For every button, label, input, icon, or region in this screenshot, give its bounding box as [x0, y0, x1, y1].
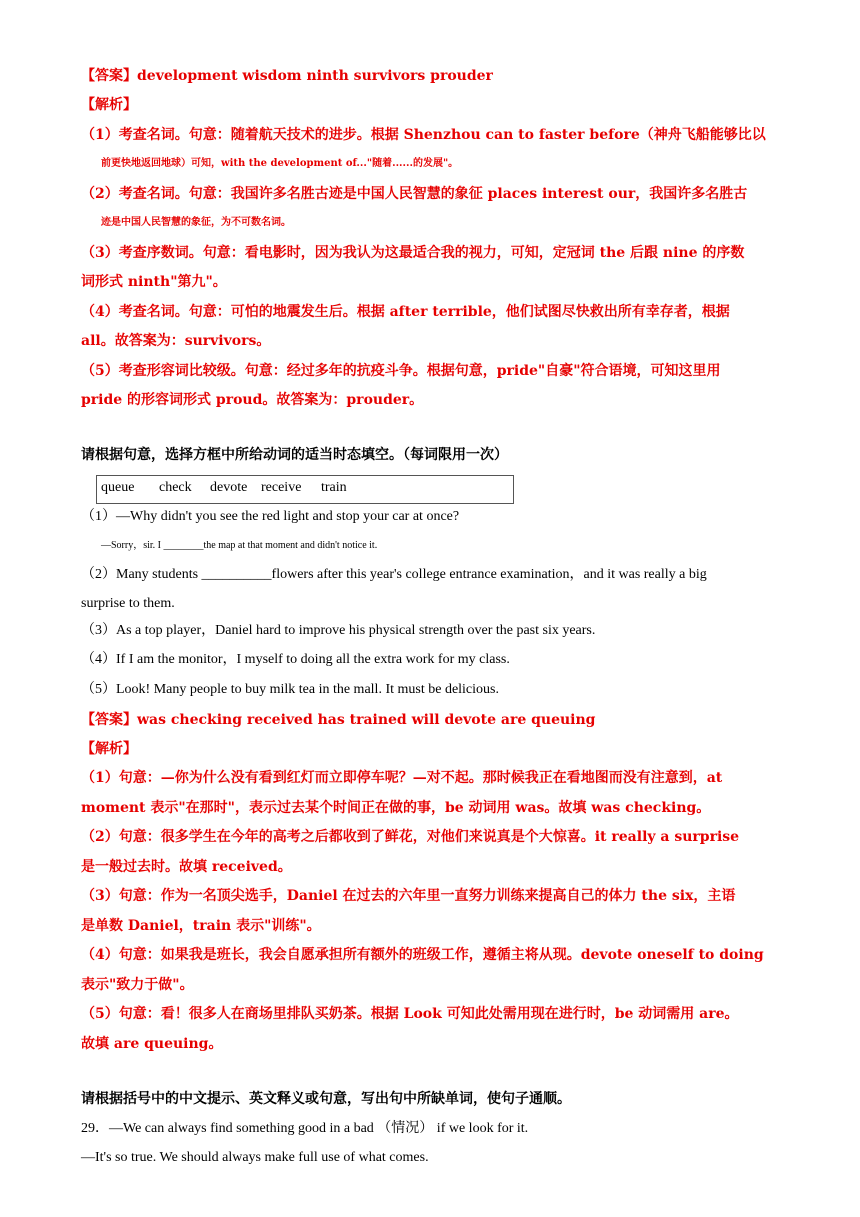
- question-4: （4）If I am the monitor，I myself to doing all the extra work for my class.: [81, 652, 510, 667]
- word-box-item: check: [159, 480, 192, 495]
- analysis-item: 是单数 Daniel，train 表示"训练"。: [81, 918, 321, 934]
- word-box-item: receive: [261, 480, 302, 495]
- analysis-item: （4）句意：如果我是班长，我会自愿承担所有额外的班级工作，遵循主将从现。devote oneself to doing: [81, 947, 764, 963]
- analysis-item: （3）考查序数词。句意：看电影时，因为我认为这最适合我的视力，可知，定冠词 the 后跟 nine 的序数: [81, 245, 745, 261]
- analysis-item: （1）句意：—你为什么没有看到红灯而立即停车呢？—对不起。那时候我正在看地图而没有注意到，at: [81, 770, 723, 786]
- question-29-reply: —It's so true. We should always make full use of what comes.: [81, 1150, 429, 1165]
- word-box-item: devote: [210, 480, 248, 495]
- question-29: 29．—We can always find something good in a bad （情况） if we look for it.: [81, 1121, 529, 1136]
- question-3: （3）As a top player，Daniel hard to improve his physical strength over the past six years.: [81, 623, 596, 638]
- analysis-item: 表示"致力于做"。: [81, 977, 194, 993]
- analysis-item: 前更快地返回地球）可知，with the development of..."随着......的发展"。: [101, 158, 459, 169]
- analysis-item: （3）句意：作为一名顶尖选手，Daniel 在过去的六年里一直努力训练来提高自己的体力 the six，主语: [81, 888, 736, 904]
- question-1-reply: —Sorry，sir. I ________the map at that moment and didn't notice it.: [101, 540, 378, 551]
- answer-line-1: 【答案】development wisdom ninth survivors prouder: [81, 68, 493, 84]
- analysis-item: （1）考查名词。句意：随着航天技术的进步。根据 Shenzhou can to faster before（神舟飞船能够比以: [81, 127, 766, 143]
- question-2: （2）Many students __________flowers after this year's college entrance examination，and it was really a big: [81, 567, 707, 582]
- analysis-label-2: 【解析】: [81, 741, 137, 757]
- analysis-item: 故填 are queuing。: [81, 1036, 223, 1052]
- analysis-item: 迹是中国人民智慧的象征，为不可数名词。: [101, 217, 291, 228]
- instruction-3: 请根据括号中的中文提示、英文释义或句意，写出句中所缺单词，使句子通顺。: [81, 1091, 571, 1107]
- analysis-item: all。故答案为：survivors。: [81, 333, 271, 349]
- analysis-item: 是一般过去时。故填 received。: [81, 859, 292, 875]
- analysis-label-1: 【解析】: [81, 97, 137, 113]
- question-5: （5）Look! Many people to buy milk tea in the mall. It must be delicious.: [81, 682, 499, 697]
- analysis-item: pride 的形容词形式 proud。故答案为：prouder。: [81, 392, 424, 408]
- analysis-item: （5）考查形容词比较级。句意：经过多年的抗疫斗争。根据句意，pride"自豪"符合语境，可知这里用: [81, 363, 721, 379]
- word-box: [96, 475, 514, 504]
- answer-line-2: 【答案】was checking received has trained will devote are queuing: [81, 712, 596, 728]
- word-box-item: train: [321, 480, 347, 495]
- analysis-item: （2）考查名词。句意：我国许多名胜古迹是中国人民智慧的象征 places interest our，我国许多名胜古: [81, 186, 748, 202]
- instruction-2: 请根据句意，选择方框中所给动词的适当时态填空。（每词限用一次）: [81, 447, 508, 463]
- analysis-item: （4）考查名词。句意：可怕的地震发生后。根据 after terrible，他们试图尽快救出所有幸存者，根据: [81, 304, 730, 320]
- analysis-item: 词形式 ninth"第九"。: [81, 274, 227, 290]
- question-1: （1）—Why didn't you see the red light and stop your car at once?: [81, 509, 460, 524]
- analysis-item: moment 表示"在那时"，表示过去某个时间正在做的事，be 动词用 was。故填 was checking。: [81, 800, 711, 816]
- analysis-item: （2）句意：很多学生在今年的高考之后都收到了鲜花，对他们来说真是个大惊喜。it really a surprise: [81, 829, 740, 845]
- question-2-cont: surprise to them.: [81, 596, 175, 611]
- word-box-item: queue: [101, 480, 135, 495]
- analysis-item: （5）句意：看！很多人在商场里排队买奶茶。根据 Look 可知此处需用现在进行时，be 动词需用 are。: [81, 1006, 739, 1022]
